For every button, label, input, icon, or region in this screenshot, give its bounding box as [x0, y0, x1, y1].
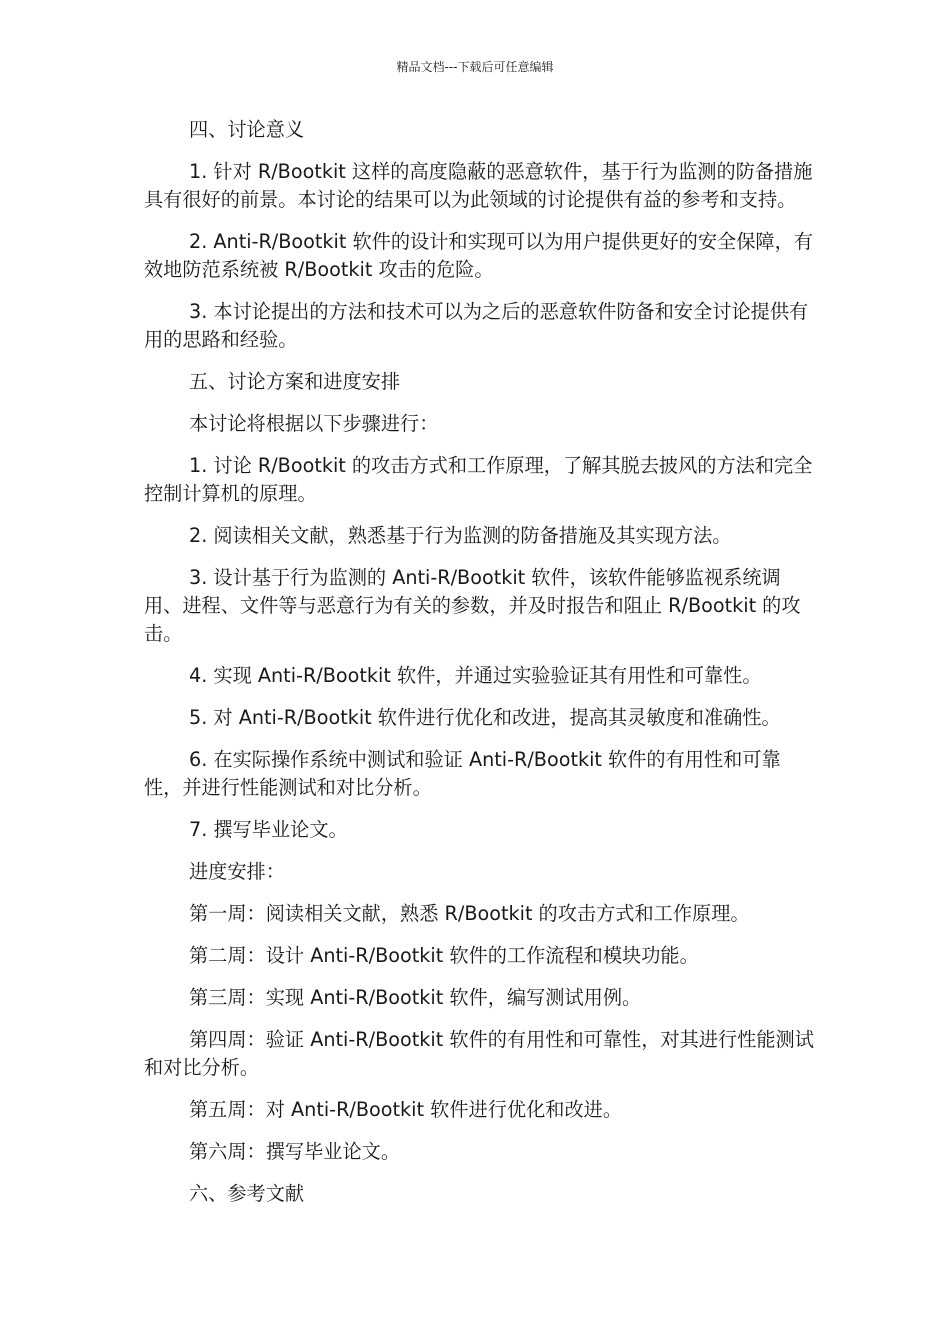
paragraph: 本讨论将根据以下步骤进行：: [189, 412, 439, 435]
paragraph: 2. Anti-R/Bootkit 软件的设计和实现可以为用户提供更好的安全保障，有效地防范系统被 R/Bootkit 攻击的危险。: [144, 230, 813, 281]
section-heading-significance: 四、讨论意义: [189, 118, 305, 141]
list-item: 3. 设计基于行为监测的 Anti-R/Bootkit 软件，该软件能够监视系统调用、进程、文件等与恶意行为有关的参数，并及时报告和阻止 R/Bootkit 的攻击。: [144, 566, 801, 645]
list-item: 1. 讨论 R/Bootkit 的攻击方式和工作原理，了解其脱去披风的方法和完全控制计算机的原理。: [144, 454, 813, 505]
schedule-item: 第四周：验证 Anti-R/Bootkit 软件的有用性和可靠性，对其进行性能测试和对比分析。: [144, 1028, 814, 1079]
schedule-item: 第二周：设计 Anti-R/Bootkit 软件的工作流程和模块功能。: [189, 944, 699, 967]
list-item: 2. 阅读相关文献，熟悉基于行为监测的防备措施及其实现方法。: [189, 524, 732, 547]
list-item: 5. 对 Anti-R/Bootkit 软件进行优化和改进，提高其灵敏度和准确性。: [189, 706, 781, 729]
schedule-item: 第六周：撰写毕业论文。: [189, 1140, 401, 1163]
schedule-heading: 进度安排：: [189, 860, 285, 883]
section-heading-plan: 五、讨论方案和进度安排: [189, 370, 401, 393]
schedule-item: 第三周：实现 Anti-R/Bootkit 软件，编写测试用例。: [189, 986, 642, 1009]
schedule-item: 第五周：对 Anti-R/Bootkit 软件进行优化和改进。: [189, 1098, 623, 1121]
paragraph: 3. 本讨论提出的方法和技术可以为之后的恶意软件防备和安全讨论提供有用的思路和经验。: [144, 300, 809, 351]
schedule-item: 第一周：阅读相关文献，熟悉 R/Bootkit 的攻击方式和工作原理。: [189, 902, 750, 925]
list-item: 6. 在实际操作系统中测试和验证 Anti-R/Bootkit 软件的有用性和可靠性，并进行性能测试和对比分析。: [144, 748, 781, 799]
list-item: 4. 实现 Anti-R/Bootkit 软件，并通过实验验证其有用性和可靠性。: [189, 664, 762, 687]
page-header: 精品文档---下载后可任意编辑: [396, 60, 554, 74]
document-body: [144, 116, 816, 1222]
section-heading-references: 六、参考文献: [189, 1182, 305, 1205]
list-item: 7. 撰写毕业论文。: [189, 818, 348, 841]
paragraph: 1. 针对 R/Bootkit 这样的高度隐蔽的恶意软件，基于行为监测的防备措施具有很好的前景。本讨论的结果可以为此领域的讨论提供有益的参考和支持。: [144, 160, 813, 211]
